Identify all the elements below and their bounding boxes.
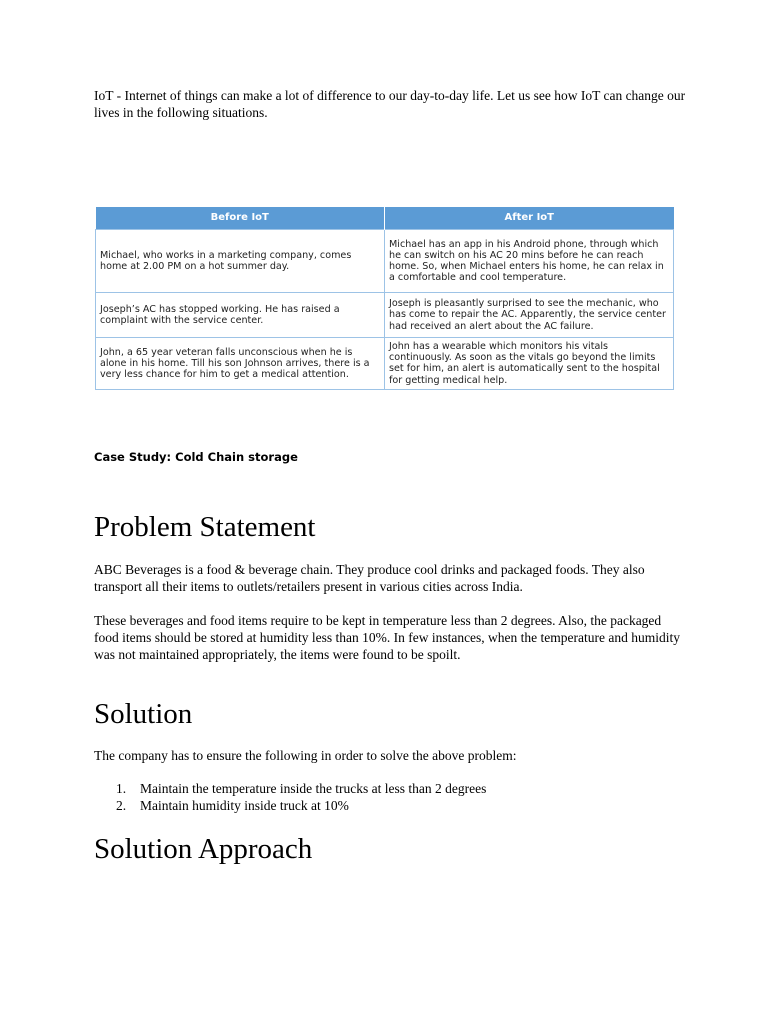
problem-paragraph-1: ABC Beverages is a food & beverage chain. They produce cool drinks and packaged foods. They also transport all their items to outlets/retailers present in various cities across India. [94, 562, 645, 594]
header-after-iot: After IoT [385, 207, 674, 230]
cell-before: Michael, who works in a marketing company, comes home at 2.00 PM on a hot summer day. [96, 230, 385, 293]
table-row [96, 230, 674, 293]
solution-heading: Solution [94, 698, 193, 730]
intro-paragraph: IoT - Internet of things can make a lot of difference to our day-to-day life. Let us see how IoT can change our lives in the following situations. [94, 88, 686, 120]
problem-statement-heading: Problem Statement [94, 511, 316, 543]
before-after-iot-table [95, 207, 674, 390]
header-before-iot: Before IoT [96, 207, 385, 230]
cell-before: John, a 65 year veteran falls unconscious when he is alone in his home. Till his son Johnson arrives, there is a very less chance for him to get a medical attention. [96, 338, 385, 390]
solution-list [94, 780, 486, 814]
cell-after: Joseph is pleasantly surprised to see the mechanic, who has come to repair the AC. Apparently, the service center had received an alert about the AC failure. [385, 293, 674, 338]
list-item [94, 797, 486, 814]
list-item-number: 1. [116, 781, 127, 796]
cell-after: John has a wearable which monitors his vitals continuously. As soon as the vitals go beyond the limits set for him, an alert is automatically sent to the hospital for getting medical help. [385, 338, 674, 390]
cell-after: Michael has an app in his Android phone, through which he can switch on his AC 20 mins before he can reach home. So, when Michael enters his home, he can relax in a comfortable and cool temperature. [385, 230, 674, 293]
problem-paragraph-2: These beverages and food items require to be kept in temperature less than 2 degrees. Also, the packaged food items should be stored at humidity less than 10%. In few instances, when the temperature and humidity was not maintained appropriately, the items were found to be spoilt. [94, 613, 680, 662]
solution-intro: The company has to ensure the following in order to solve the above problem: [94, 748, 517, 763]
comparison-table-wrapper [95, 207, 674, 390]
table-header-row [96, 207, 674, 230]
list-item-number: 2. [116, 798, 127, 813]
list-item-text: Maintain humidity inside truck at 10% [140, 798, 349, 813]
case-study-label: Case Study: Cold Chain storage [94, 450, 298, 464]
solution-approach-heading: Solution Approach [94, 833, 313, 865]
list-item [94, 780, 486, 797]
table-row [96, 338, 674, 390]
list-item-text: Maintain the temperature inside the trucks at less than 2 degrees [140, 781, 487, 796]
table-row [96, 293, 674, 338]
cell-before: Joseph’s AC has stopped working. He has raised a complaint with the service center. [96, 293, 385, 338]
